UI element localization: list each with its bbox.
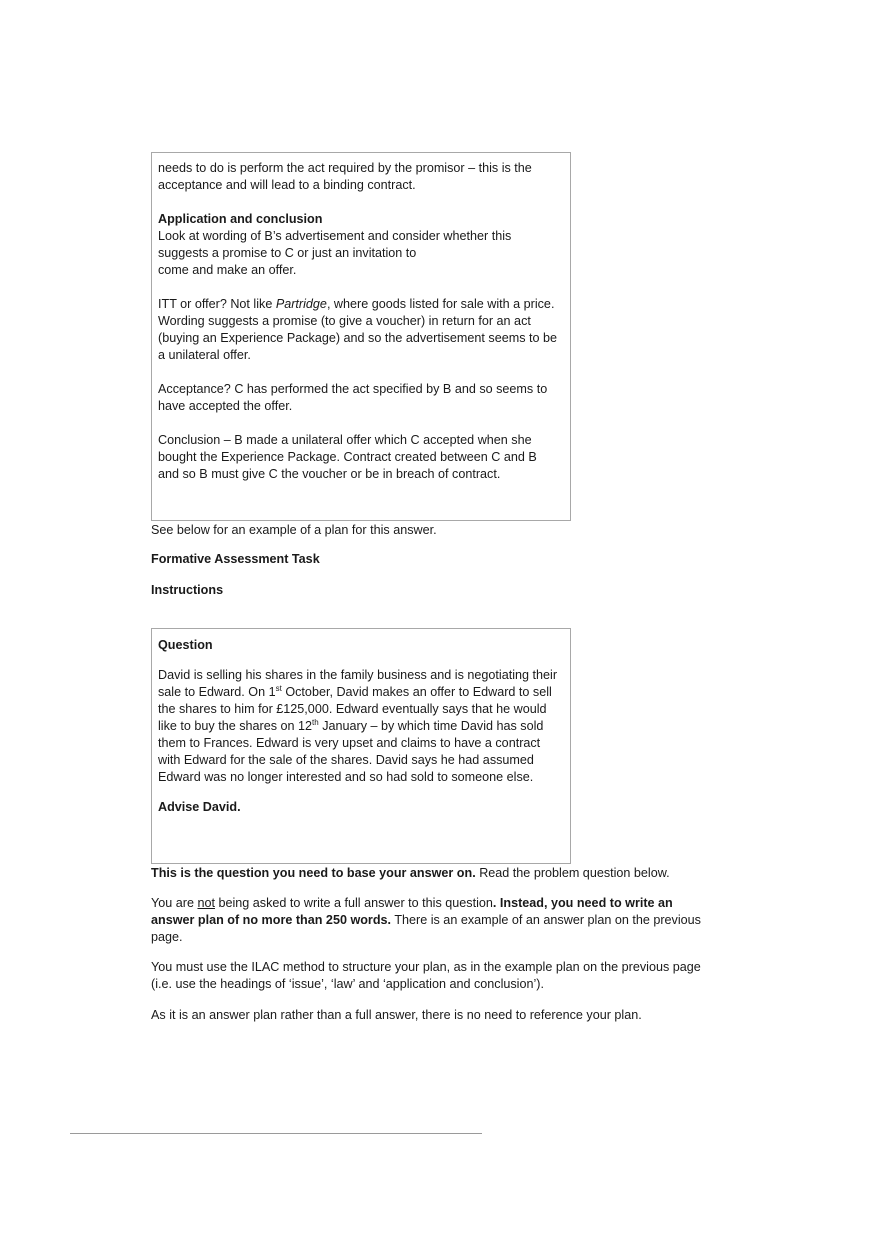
ordinal-st: st [275,683,282,693]
application-heading: Application and conclusion [158,212,323,226]
itt-line-4: a unilateral offer. [158,348,251,362]
acceptance-line-1: Acceptance? C has performed the act specified by B and so seems to [158,382,548,396]
p2-end: page. [151,930,183,944]
ilac-paragraph [151,959,701,993]
see-below-line: See below for an example of a plan for this answer. [151,523,437,537]
p2-bold-1: . Instead, you need to write an [492,896,673,910]
conclusion-line-1: Conclusion – B made a unilateral offer which C accepted when she [158,433,532,447]
question-line-3: the shares to him for £125,000. Edward eventually says that he would [158,702,547,716]
question-body [158,667,564,786]
application-paragraph [158,211,564,279]
formative-assessment-heading: Formative Assessment Task [151,552,320,566]
intro-line-1: needs to do is perform the act required by the promisor – this is the [158,161,532,175]
question-line-4-start: like to buy the shares on 12 [158,719,313,733]
case-name-partridge: Partridge [275,297,327,311]
question-box [151,628,571,864]
itt-paragraph [158,296,564,364]
acceptance-line-2: have accepted the offer. [158,399,293,413]
intro-line-2: acceptance and will lead to a binding contract. [158,178,416,192]
intro-paragraph [158,160,564,194]
base-answer-bold: This is the question you need to base your answer on. [151,866,476,880]
see-below-text [151,522,437,539]
ilac-lines [151,959,701,993]
ilac-line-1: You must use the ILAC method to structure your plan, as in the example plan on the previous page [151,960,701,974]
question-line-4-end: January – by which time David has sold [318,719,544,733]
acceptance-paragraph [158,381,564,415]
answer-plan-paragraph [151,895,701,946]
itt-line-1-end: , where goods listed for sale with a price. [326,297,555,311]
p2-bold-2: answer plan of no more than 250 words. [151,913,392,927]
question-line-1: David is selling his shares in the family business and is negotiating their [158,668,558,682]
conclusion-line-3: and so B must give C the voucher or be in breach of contract. [158,467,501,481]
conclusion-paragraph [158,432,564,483]
example-answer-box [151,152,571,521]
itt-line-3: (buying an Experience Package) and so the advertisement seems to be [158,331,558,345]
question-line-7: Edward was no longer interested and so had sold to someone else. [158,770,534,784]
p2-start: You are [151,896,198,910]
question-line-2-start: sale to Edward. On 1 [158,685,276,699]
p2-middle: being asked to write a full answer to this question [214,896,493,910]
question-line-2-end: October, David makes an offer to Edward to sell [281,685,552,699]
footer-rule [70,1133,482,1134]
reference-line: As it is an answer plan rather than a full answer, there is no need to reference your plan. [151,1008,642,1022]
advise-david: Advise David. [158,800,241,814]
ordinal-th: th [312,717,319,727]
answer-plan-lines [151,895,701,946]
p2-not: not [197,896,215,910]
conclusion-line-2: bought the Experience Package. Contract created between C and B [158,450,537,464]
base-answer-rest: Read the problem question below. [475,866,670,880]
application-line-2: suggests a promise to C or just an invitation to [158,246,417,260]
application-line-1: Look at wording of B’s advertisement and consider whether this [158,229,512,243]
ilac-line-2: (i.e. use the headings of ‘issue’, ‘law’ and ‘application and conclusion’). [151,977,544,991]
base-answer-paragraph [151,865,670,882]
p2-continue: There is an example of an answer plan on the previous [391,913,701,927]
application-line-3: come and make an offer. [158,263,297,277]
formative-heading-block [151,551,320,568]
instructions-heading: Instructions [151,583,224,597]
question-heading: Question [158,638,213,652]
base-answer-line [151,865,670,882]
reference-paragraph [151,1007,642,1024]
itt-line-1-start: ITT or offer? Not like [158,297,276,311]
instructions-heading-block [151,582,223,599]
itt-line-2: Wording suggests a promise (to give a voucher) in return for an act [158,314,531,328]
question-line-5: them to Frances. Edward is very upset and claims to have a contract [158,736,541,750]
question-line-6: with Edward for the sale of the shares. David says he had assumed [158,753,534,767]
